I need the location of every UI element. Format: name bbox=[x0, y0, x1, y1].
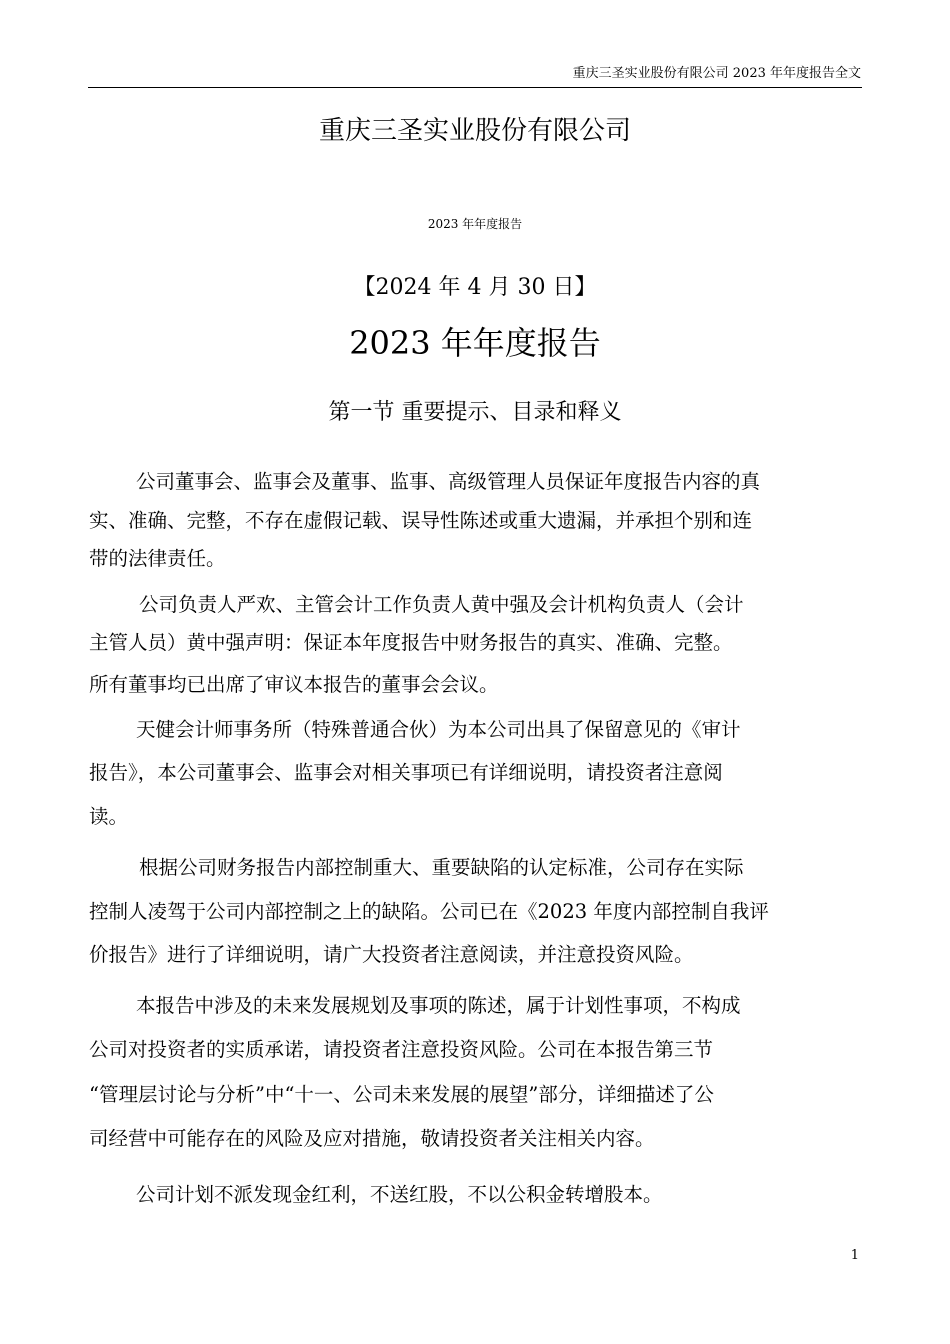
paragraph-line: 司经营中可能存在的风险及应对措施，敬请投资者关注相关内容。 bbox=[89, 1127, 655, 1150]
paragraph-line: 带的法律责任。 bbox=[89, 547, 226, 570]
report-date: 【2024 年 4 月 30 日】 bbox=[353, 275, 597, 300]
paragraph-line: 本报告中涉及的未来发展规划及事项的陈述，属于计划性事项，不构成 bbox=[136, 994, 741, 1017]
paragraph-line: 实、准确、完整，不存在虚假记载、误导性陈述或重大遗漏，并承担个别和连 bbox=[89, 509, 753, 532]
paragraph-line: 价报告》进行了详细说明，请广大投资者注意阅读，并注意投资风险。 bbox=[89, 943, 694, 966]
paragraph-line: 控制人凌驾于公司内部控制之上的缺陷。公司已在《2023 年度内部控制自我评 bbox=[89, 900, 769, 923]
section-title: 第一节 重要提示、目录和释义 bbox=[328, 400, 622, 425]
paragraph-line: 所有董事均已出席了审议本报告的董事会会议。 bbox=[89, 673, 499, 696]
header-divider bbox=[88, 87, 862, 88]
paragraph-line: 根据公司财务报告内部控制重大、重要缺陷的认定标准，公司存在实际 bbox=[139, 856, 744, 879]
paragraph-line: 报告》，本公司董事会、监事会对相关事项已有详细说明，请投资者注意阅 bbox=[89, 761, 723, 784]
company-name: 重庆三圣实业股份有限公司 bbox=[318, 116, 631, 146]
paragraph-line: 天健会计师事务所（特殊普通合伙）为本公司出具了保留意见的《审计 bbox=[136, 718, 741, 741]
paragraph-line: 公司负责人严欢、主管会计工作负责人黄中强及会计机构负责人（会计 bbox=[139, 593, 744, 616]
running-header: 重庆三圣实业股份有限公司 2023 年年度报告全文 bbox=[572, 66, 861, 81]
paragraph-line: “管理层讨论与分析”中“十一、公司未来发展的展望”部分，详细描述了公 bbox=[89, 1083, 714, 1106]
paragraph-line: 公司对投资者的实质承诺，请投资者注意投资风险。公司在本报告第三节 bbox=[89, 1038, 714, 1061]
paragraph-line: 公司董事会、监事会及董事、监事、高级管理人员保证年度报告内容的真 bbox=[136, 470, 761, 493]
paragraph-line: 主管人员）黄中强声明：保证本年度报告中财务报告的真实、准确、完整。 bbox=[89, 631, 733, 654]
paragraph-line: 公司计划不派发现金红利，不送红股，不以公积金转增股本。 bbox=[136, 1183, 663, 1206]
paragraph-line: 读。 bbox=[89, 805, 129, 828]
page-number: 1 bbox=[850, 1248, 859, 1263]
report-label-small: 2023 年年度报告 bbox=[427, 217, 523, 231]
report-title: 2023 年年度报告 bbox=[349, 324, 601, 362]
